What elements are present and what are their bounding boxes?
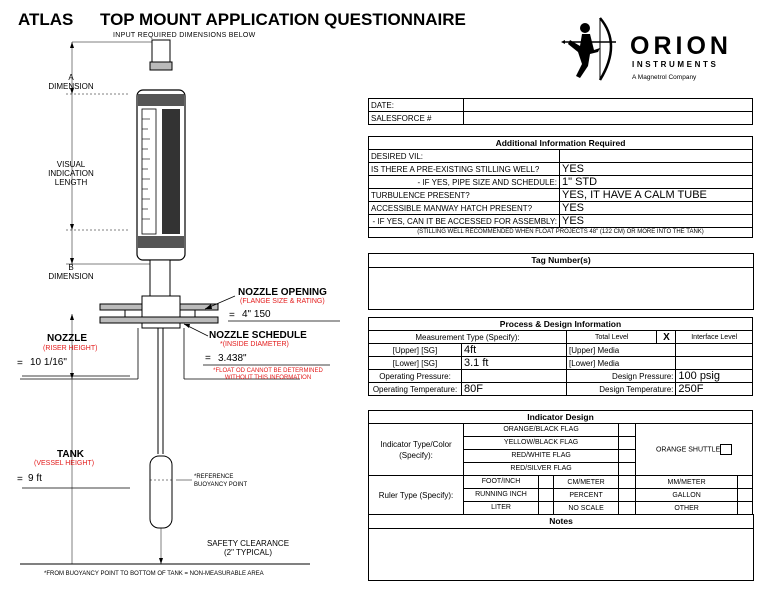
design-temp-label: Design Temperature: xyxy=(567,383,676,396)
ruler-cm-meter-checkbox[interactable] xyxy=(619,476,636,489)
assembly-answer[interactable]: YES xyxy=(560,215,753,228)
assembly-question: - IF YES, CAN IT BE ACCESSED FOR ASSEMBLY: xyxy=(369,215,560,228)
visual-indication-label: VISUAL INDICATION LENGTH xyxy=(48,160,94,187)
nozzle-opening-eq: = xyxy=(229,310,235,321)
indicator-opt-redsilver-checkbox[interactable] xyxy=(619,463,636,476)
archer-icon xyxy=(560,14,630,84)
lower-sg-value[interactable]: 3.1 ft xyxy=(462,357,567,370)
b-dimension-label: B DIMENSION xyxy=(48,263,94,281)
indicator-type-label: Indicator Type/Color (Specify): xyxy=(369,424,464,476)
ruler-gallon-checkbox[interactable] xyxy=(738,489,753,502)
lower-media-label: [Lower] Media xyxy=(567,357,676,370)
indicator-opt-yellow-checkbox[interactable] xyxy=(619,437,636,450)
hatch-question: ACCESSIBLE MANWAY HATCH PRESENT? xyxy=(369,202,560,215)
ruler-mm-meter-checkbox[interactable] xyxy=(738,476,753,489)
turbulence-question: TURBULENCE PRESENT? xyxy=(369,189,560,202)
riser-height-label: (RISER HEIGHT) xyxy=(43,345,98,352)
nozzle-schedule-value: 3.438" xyxy=(218,353,247,364)
orange-shuttle-cell[interactable] xyxy=(636,424,753,476)
inside-diameter-label: *(INSIDE DIAMETER) xyxy=(220,341,289,348)
indicator-opt-redwhite-checkbox[interactable] xyxy=(619,450,636,463)
ruler-other: OTHER xyxy=(636,502,738,515)
hatch-answer[interactable]: YES xyxy=(560,202,753,215)
salesforce-label: SALESFORCE # xyxy=(369,112,464,125)
nozzle-schedule-label: NOZZLE SCHEDULE xyxy=(209,330,307,341)
measurement-type-label: Measurement Type (Specify): xyxy=(369,331,567,344)
ruler-liter: LITER xyxy=(464,502,539,515)
brand-title: ATLAS xyxy=(18,10,74,29)
indicator-opt-redwhite: RED/WHITE FLAG xyxy=(464,450,619,463)
ruler-type-label: Ruler Type (Specify): xyxy=(369,476,464,515)
page-title: TOP MOUNT APPLICATION QUESTIONNAIRE xyxy=(100,10,466,29)
nozzle-opening-label: NOZZLE OPENING xyxy=(238,287,327,298)
op-temp-value[interactable]: 80F xyxy=(462,383,567,396)
lower-sg-label: [Lower] [SG] xyxy=(369,357,462,370)
footnote: *FROM BUOYANCY POINT TO BOTTOM OF TANK = NON-MEASURABLE AREA xyxy=(44,571,264,577)
notes-box xyxy=(368,514,754,581)
vessel-height-label: (VESSEL HEIGHT) xyxy=(34,460,95,467)
ruler-no-scale-checkbox[interactable] xyxy=(619,502,636,515)
typical-label: (2" TYPICAL) xyxy=(223,548,273,557)
ruler-no-scale: NO SCALE xyxy=(554,502,619,515)
ruler-gallon: GALLON xyxy=(636,489,738,502)
logo-name: ORION xyxy=(630,32,732,60)
tag-field[interactable] xyxy=(369,268,753,309)
op-temp-label: Operating Temperature: xyxy=(369,383,462,396)
desired-vil-label: DESIRED VIL: xyxy=(369,150,560,163)
date-table xyxy=(368,98,753,125)
logo-tag: A Magnetrol Company xyxy=(632,74,697,81)
ruler-foot-inch-checkbox[interactable] xyxy=(539,476,554,489)
tank-eq: = xyxy=(17,474,23,485)
logo-sub: INSTRUMENTS xyxy=(632,60,719,69)
total-level-label: Total Level xyxy=(567,331,657,344)
process-header: Process & Design Information xyxy=(369,318,753,331)
notes-header: Notes xyxy=(369,515,753,529)
design-pressure-value[interactable]: 100 psig xyxy=(676,370,753,383)
ruler-cm-meter: CM/METER xyxy=(554,476,619,489)
indicator-opt-redsilver: RED/SILVER FLAG xyxy=(464,463,619,476)
additional-header: Additional Information Required xyxy=(369,137,753,150)
upper-media-label: [Upper] Media xyxy=(567,344,676,357)
op-pressure-field[interactable] xyxy=(462,370,567,383)
turbulence-answer[interactable]: YES, IT HAVE A CALM TUBE xyxy=(560,189,753,202)
design-temp-value[interactable]: 250F xyxy=(676,383,753,396)
orion-logo xyxy=(560,14,732,89)
upper-sg-value[interactable]: 4ft xyxy=(462,344,567,357)
indicator-opt-yellow: YELLOW/BLACK FLAG xyxy=(464,437,619,450)
additional-info-table xyxy=(368,136,753,238)
tank-label: TANK xyxy=(57,449,85,460)
nozzle-label: NOZZLE xyxy=(47,333,87,344)
ruler-mm-meter: MM/METER xyxy=(636,476,738,489)
op-pressure-label: Operating Pressure: xyxy=(369,370,462,383)
tank-value: 9 ft xyxy=(28,473,42,484)
orange-shuttle-checkbox[interactable] xyxy=(720,444,732,455)
stilling-answer[interactable]: YES xyxy=(560,163,753,176)
ruler-liter-checkbox[interactable] xyxy=(539,502,554,515)
process-table xyxy=(368,317,753,396)
indicator-header: Indicator Design xyxy=(369,411,753,424)
nozzle-value: 10 1/16" xyxy=(30,357,67,368)
total-level-checkbox[interactable]: X xyxy=(657,331,676,344)
nozzle-schedule-eq: = xyxy=(205,353,211,364)
design-pressure-label: Design Pressure: xyxy=(567,370,676,383)
desired-vil-field[interactable] xyxy=(560,150,753,163)
lower-media-field[interactable] xyxy=(676,357,753,370)
upper-sg-label: [Upper] [SG] xyxy=(369,344,462,357)
indicator-table xyxy=(368,410,753,515)
tag-header: Tag Number(s) xyxy=(369,254,753,268)
date-label: DATE: xyxy=(369,99,464,112)
a-dimension-label: A DIMENSION xyxy=(48,73,94,91)
ruler-percent: PERCENT xyxy=(554,489,619,502)
orange-shuttle-label: ORANGE SHUTTLE xyxy=(655,446,721,454)
pipe-answer[interactable]: 1" STD xyxy=(560,176,753,189)
subtitle: INPUT REQUIRED DIMENSIONS BELOW xyxy=(113,32,256,39)
notes-field[interactable] xyxy=(369,529,753,580)
upper-media-field[interactable] xyxy=(676,344,753,357)
interface-level-label[interactable]: Interface Level xyxy=(676,331,753,344)
float-note: *FLOAT OD CANNOT BE DETERMINED WITHOUT THIS INFORMATION xyxy=(213,368,323,381)
level-gauge-diagram xyxy=(0,34,360,594)
salesforce-field[interactable] xyxy=(464,112,753,125)
ruler-running-inch-checkbox[interactable] xyxy=(539,489,554,502)
indicator-opt-orange: ORANGE/BLACK FLAG xyxy=(464,424,619,437)
flange-label: (FLANGE SIZE & RATING) xyxy=(240,298,325,305)
nozzle-opening-value: 4" 150 xyxy=(242,309,271,320)
pipe-question: - IF YES, PIPE SIZE AND SCHEDULE: xyxy=(369,176,560,189)
tag-numbers-box xyxy=(368,253,754,310)
ruler-percent-checkbox[interactable] xyxy=(619,489,636,502)
ruler-running-inch: RUNNING INCH xyxy=(464,489,539,502)
ruler-other-checkbox[interactable] xyxy=(738,502,753,515)
indicator-opt-orange-checkbox[interactable] xyxy=(619,424,636,437)
reference-buoyancy-label: *REFERENCE BUOYANCY POINT xyxy=(194,474,248,488)
safety-clearance-label: SAFETY CLEARANCE xyxy=(206,539,290,548)
stilling-note: (STILLING WELL RECOMMENDED WHEN FLOAT PROJECTS 48" (122 CM) OR MORE INTO THE TANK) xyxy=(369,228,753,238)
date-field[interactable] xyxy=(464,99,753,112)
ruler-foot-inch: FOOT/INCH xyxy=(464,476,539,489)
stilling-question: IS THERE A PRE-EXISTING STILLING WELL? xyxy=(369,163,560,176)
nozzle-eq: = xyxy=(17,358,23,369)
